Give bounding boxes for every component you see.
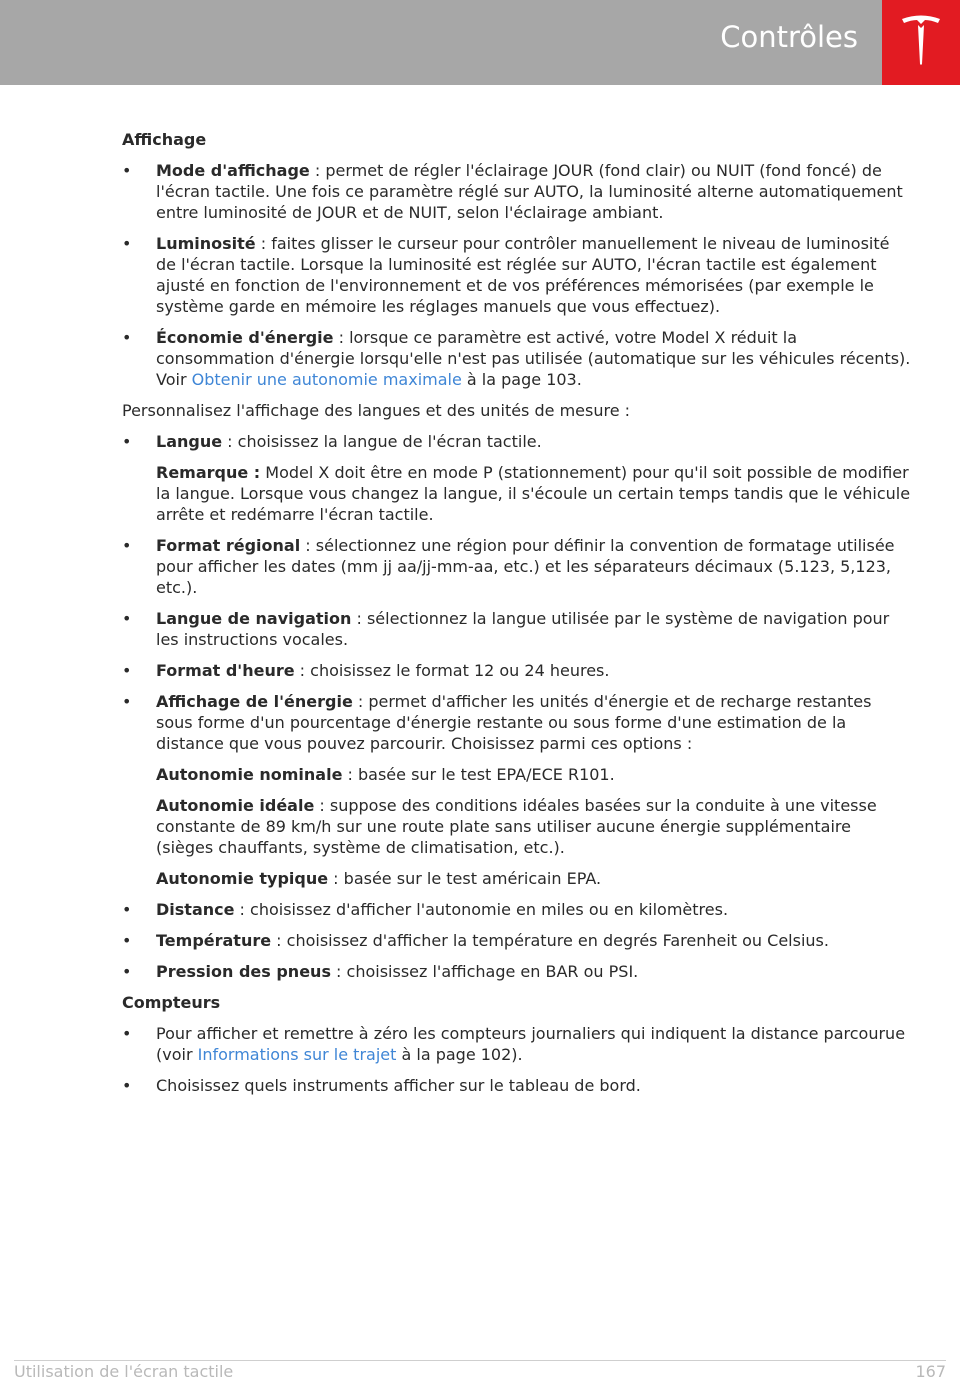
description: : choisissez l'affichage en BAR ou PSI. [330, 962, 639, 981]
list-item-compteurs-journaliers [122, 1023, 912, 1065]
term: Économie d'énergie [156, 328, 334, 347]
option-autonomie-nominale [122, 764, 912, 785]
logo-box [882, 0, 960, 85]
term: Affichage de l'énergie [156, 692, 353, 711]
bullet-dot: • [122, 609, 132, 628]
note-label: Remarque : [156, 463, 261, 482]
list-item-mode-affichage [122, 160, 912, 223]
term: Température [156, 931, 272, 950]
bullet-dot: • [122, 328, 132, 347]
description: : choisissez d'afficher la température en degrés Farenheit ou Celsius. [271, 931, 829, 950]
page-title: Contrôles [720, 20, 858, 54]
tesla-logo-icon [901, 14, 941, 66]
main-content [122, 129, 912, 1106]
description: : sélectionnez la langue utilisée par le système de navigation pour les instructions vocales. [156, 609, 890, 649]
list-item-affichage-energie [122, 691, 912, 754]
description: : basée sur le test américain EPA. [328, 869, 602, 888]
list-item-format-heure [122, 660, 912, 681]
description: Pour afficher et remettre à zéro les compteurs journaliers qui indiquent la distance parcourue (voir [156, 1024, 906, 1064]
personalize-intro: Personnalisez l'affichage des langues et des unités de mesure : [122, 401, 631, 420]
bullet-dot: • [122, 1076, 132, 1095]
term: Luminosité [156, 234, 256, 253]
bullet-dot: • [122, 432, 132, 451]
list-item-distance [122, 899, 912, 920]
term: Format d'heure [156, 661, 295, 680]
header-bar [0, 0, 882, 85]
description: : permet d'afficher les unités d'énergie et de recharge restantes sous forme d'un pourcentage d'énergie restante ou sous forme d'une estimation de la distance que vous pouvez parcourir. Choisissez parmi ces options : [156, 692, 872, 753]
bullet-dot: • [122, 1024, 132, 1043]
bullet-dot: • [122, 234, 132, 253]
bullet-dot: • [122, 931, 132, 950]
description: : basée sur le test EPA/ECE R101. [342, 765, 615, 784]
option-autonomie-typique [122, 868, 912, 889]
footer-divider [14, 1360, 946, 1361]
term: Autonomie typique [156, 869, 329, 888]
list-item-temperature [122, 930, 912, 951]
bullet-dot: • [122, 962, 132, 981]
term: Autonomie idéale [156, 796, 315, 815]
term: Pression des pneus [156, 962, 331, 981]
list-item-langue [122, 431, 912, 452]
description-end: à la page 103. [461, 370, 582, 389]
term: Mode d'affichage [156, 161, 310, 180]
footer-page-number: 167 [915, 1362, 946, 1381]
bullet-dot: • [122, 900, 132, 919]
bullet-dot: • [122, 661, 132, 680]
list-item-luminosite [122, 233, 912, 317]
description: : faites glisser le curseur pour contrôler manuellement le niveau de luminosité de l'écran tactile. Lorsque la luminosité est réglée sur AUTO, l'écran tactile est également ajusté en fonction de l'environnement et de vos préférences mémorisées (par exemple le système garde en mémoire les réglages manuels que vous effectuez). [156, 234, 890, 316]
bullet-dot: • [122, 692, 132, 711]
bullet-dot: • [122, 536, 132, 555]
list-item-format-regional [122, 535, 912, 598]
description: : choisissez d'afficher l'autonomie en miles ou en kilomètres. [234, 900, 729, 919]
description: : choisissez la langue de l'écran tactile. [222, 432, 542, 451]
list-item-economie-energie [122, 327, 912, 390]
description: : lorsque ce paramètre est activé, votre Model X réduit la consommation d'énergie lorsqu'elle n'est pas utilisée (automatique sur les véhicules récents). Voir [156, 328, 911, 389]
description: Choisissez quels instruments afficher sur le tableau de bord. [156, 1076, 641, 1095]
section-title-compteurs: Compteurs [122, 993, 221, 1012]
description: : sélectionnez une région pour définir la convention de formatage utilisée pour afficher les dates (mm jj aa/jj-mm-aa, etc.) et les séparateurs décimaux (5.123, 5,123, etc.). [156, 536, 895, 597]
link-autonomie-maximale[interactable]: Obtenir une autonomie maximale [191, 370, 462, 389]
option-autonomie-ideale [122, 795, 912, 858]
footer-section-name: Utilisation de l'écran tactile [14, 1362, 234, 1381]
description: : suppose des conditions idéales basées sur la conduite à une vitesse constante de 89 km/h sur une route plate sans utiliser aucune énergie supplémentaire (sièges chauffants, système de climatisation, etc.). [156, 796, 877, 857]
note-remarque [122, 462, 912, 525]
list-item-instruments [122, 1075, 912, 1096]
term: Langue de navigation [156, 609, 352, 628]
term: Distance [156, 900, 235, 919]
link-informations-trajet[interactable]: Informations sur le trajet [197, 1045, 397, 1064]
bullet-dot: • [122, 161, 132, 180]
note-text: Model X doit être en mode P (stationnement) pour qu'il soit possible de modifier la langue. Lorsque vous changez la langue, il s'écoule un certain temps tandis que le véhicule arrête et redémarre l'écran tactile. [156, 463, 911, 524]
description: : choisissez le format 12 ou 24 heures. [294, 661, 610, 680]
description: : permet de régler l'éclairage JOUR (fond clair) ou NUIT (fond foncé) de l'écran tactile. Une fois ce paramètre réglé sur AUTO, la luminosité alterne automatiquement entre luminosité de JOUR et de NUIT, selon l'éclairage ambiant. [156, 161, 903, 222]
section-title-affichage: Affichage [122, 130, 207, 149]
list-item-langue-navigation [122, 608, 912, 650]
term: Langue [156, 432, 223, 451]
description-end: à la page 102). [396, 1045, 523, 1064]
term: Autonomie nominale [156, 765, 343, 784]
term: Format régional [156, 536, 301, 555]
list-item-pression-pneus [122, 961, 912, 982]
